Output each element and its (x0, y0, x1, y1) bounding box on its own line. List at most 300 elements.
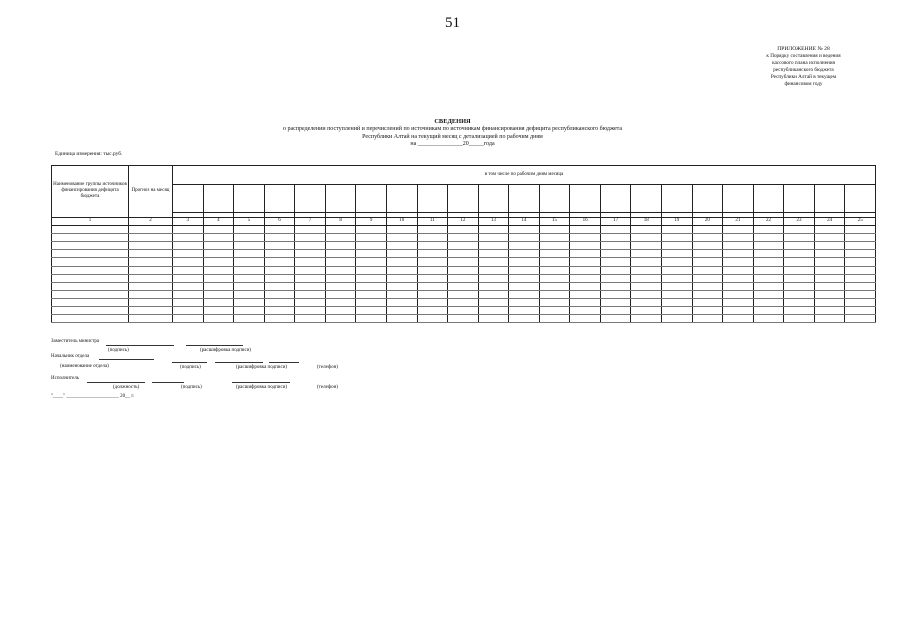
table-cell[interactable] (173, 234, 204, 242)
table-cell[interactable] (845, 274, 876, 282)
table-cell[interactable] (356, 242, 387, 250)
table-cell[interactable] (264, 226, 295, 234)
table-cell[interactable] (478, 282, 509, 290)
table-cell[interactable] (386, 306, 417, 314)
table-cell[interactable] (631, 298, 662, 306)
table-cell[interactable] (129, 314, 173, 322)
date-line[interactable]: "____" _____________________ 20__ г. (51, 394, 135, 399)
table-cell[interactable] (173, 314, 204, 322)
table-cell[interactable] (753, 250, 784, 258)
table-cell[interactable] (234, 274, 265, 282)
table-cell[interactable] (325, 234, 356, 242)
table-cell[interactable] (753, 266, 784, 274)
workday-cell[interactable] (845, 185, 876, 213)
table-cell[interactable] (325, 242, 356, 250)
workday-cell[interactable] (203, 185, 234, 213)
table-cell[interactable] (784, 226, 815, 234)
table-cell[interactable] (814, 226, 845, 234)
table-cell[interactable] (264, 258, 295, 266)
table-cell[interactable] (448, 234, 479, 242)
table-cell[interactable] (203, 314, 234, 322)
workday-cell[interactable] (539, 185, 570, 213)
table-cell[interactable] (784, 306, 815, 314)
table-cell[interactable] (631, 226, 662, 234)
table-cell[interactable] (631, 234, 662, 242)
table-cell[interactable] (356, 282, 387, 290)
table-cell[interactable] (539, 274, 570, 282)
table-cell[interactable] (173, 250, 204, 258)
table-cell[interactable] (234, 242, 265, 250)
table-cell[interactable] (417, 274, 448, 282)
table-cell[interactable] (325, 306, 356, 314)
head-phone-line[interactable] (269, 362, 299, 363)
table-cell[interactable] (325, 274, 356, 282)
table-cell[interactable] (448, 266, 479, 274)
table-cell[interactable] (723, 298, 754, 306)
table-cell[interactable] (692, 242, 723, 250)
table-cell[interactable] (129, 258, 173, 266)
table-cell[interactable] (662, 234, 693, 242)
table-cell[interactable] (631, 258, 662, 266)
table-cell[interactable] (386, 250, 417, 258)
table-cell[interactable] (509, 258, 540, 266)
table-cell[interactable] (295, 242, 326, 250)
table-cell[interactable] (356, 250, 387, 258)
table-cell[interactable] (692, 266, 723, 274)
executor-signature-line[interactable] (152, 382, 184, 383)
table-cell[interactable] (129, 282, 173, 290)
head-decoding-line[interactable] (215, 362, 263, 363)
table-cell[interactable] (356, 258, 387, 266)
table-cell[interactable] (417, 290, 448, 298)
table-cell[interactable] (723, 314, 754, 322)
table-cell[interactable] (570, 314, 601, 322)
table-cell[interactable] (264, 274, 295, 282)
table-cell[interactable] (356, 226, 387, 234)
table-cell[interactable] (509, 250, 540, 258)
table-cell[interactable] (234, 226, 265, 234)
deputy-decoding-line[interactable] (186, 345, 243, 346)
table-cell[interactable] (814, 274, 845, 282)
table-cell[interactable] (753, 258, 784, 266)
workday-cell[interactable] (692, 185, 723, 213)
table-cell[interactable] (264, 250, 295, 258)
table-cell[interactable] (539, 290, 570, 298)
table-cell[interactable] (448, 250, 479, 258)
table-cell[interactable] (539, 242, 570, 250)
table-cell[interactable] (723, 226, 754, 234)
table-cell[interactable] (173, 266, 204, 274)
table-cell[interactable] (753, 314, 784, 322)
table-cell[interactable] (539, 314, 570, 322)
table-cell[interactable] (203, 242, 234, 250)
table-cell[interactable] (692, 282, 723, 290)
table-cell[interactable] (234, 314, 265, 322)
table-cell[interactable] (448, 314, 479, 322)
table-cell[interactable] (662, 282, 693, 290)
table-cell[interactable] (570, 306, 601, 314)
table-cell[interactable] (723, 250, 754, 258)
table-cell[interactable] (845, 290, 876, 298)
table-cell[interactable] (631, 242, 662, 250)
table-cell[interactable] (814, 306, 845, 314)
table-cell[interactable] (417, 282, 448, 290)
table-cell[interactable] (264, 290, 295, 298)
table-cell[interactable] (509, 226, 540, 234)
table-cell[interactable] (129, 250, 173, 258)
table-cell[interactable] (356, 306, 387, 314)
table-cell[interactable] (386, 258, 417, 266)
table-cell[interactable] (814, 298, 845, 306)
table-cell[interactable] (234, 258, 265, 266)
table-cell[interactable] (203, 306, 234, 314)
table-cell[interactable] (845, 298, 876, 306)
table-cell[interactable] (295, 250, 326, 258)
table-cell[interactable] (203, 298, 234, 306)
workday-cell[interactable] (814, 185, 845, 213)
table-cell[interactable] (386, 314, 417, 322)
table-cell[interactable] (814, 258, 845, 266)
table-cell[interactable] (753, 306, 784, 314)
table-cell[interactable] (417, 314, 448, 322)
table-cell[interactable] (417, 250, 448, 258)
workday-cell[interactable] (723, 185, 754, 213)
table-cell[interactable] (600, 242, 631, 250)
table-cell[interactable] (723, 266, 754, 274)
table-cell[interactable] (600, 226, 631, 234)
table-cell[interactable] (662, 314, 693, 322)
table-cell[interactable] (631, 282, 662, 290)
table-cell[interactable] (784, 250, 815, 258)
table-cell[interactable] (325, 290, 356, 298)
workday-cell[interactable] (234, 185, 265, 213)
table-cell[interactable] (478, 250, 509, 258)
table-cell[interactable] (52, 242, 129, 250)
table-cell[interactable] (295, 290, 326, 298)
table-cell[interactable] (570, 266, 601, 274)
table-cell[interactable] (692, 234, 723, 242)
table-cell[interactable] (325, 258, 356, 266)
table-cell[interactable] (129, 226, 173, 234)
table-cell[interactable] (723, 290, 754, 298)
table-cell[interactable] (662, 226, 693, 234)
table-cell[interactable] (662, 242, 693, 250)
table-cell[interactable] (692, 298, 723, 306)
table-cell[interactable] (784, 298, 815, 306)
workday-cell[interactable] (325, 185, 356, 213)
table-cell[interactable] (539, 234, 570, 242)
table-cell[interactable] (295, 298, 326, 306)
table-cell[interactable] (814, 314, 845, 322)
table-cell[interactable] (478, 314, 509, 322)
table-cell[interactable] (845, 306, 876, 314)
table-cell[interactable] (509, 306, 540, 314)
table-cell[interactable] (509, 298, 540, 306)
table-cell[interactable] (386, 282, 417, 290)
table-cell[interactable] (539, 266, 570, 274)
table-cell[interactable] (264, 306, 295, 314)
table-cell[interactable] (448, 290, 479, 298)
table-cell[interactable] (631, 266, 662, 274)
table-cell[interactable] (234, 266, 265, 274)
table-cell[interactable] (845, 258, 876, 266)
table-cell[interactable] (662, 258, 693, 266)
table-cell[interactable] (723, 258, 754, 266)
table-cell[interactable] (325, 250, 356, 258)
table-cell[interactable] (325, 314, 356, 322)
table-cell[interactable] (173, 226, 204, 234)
table-cell[interactable] (692, 258, 723, 266)
table-cell[interactable] (52, 306, 129, 314)
table-cell[interactable] (478, 266, 509, 274)
table-cell[interactable] (784, 282, 815, 290)
table-cell[interactable] (203, 258, 234, 266)
table-cell[interactable] (356, 314, 387, 322)
table-cell[interactable] (417, 258, 448, 266)
table-cell[interactable] (753, 274, 784, 282)
table-cell[interactable] (692, 290, 723, 298)
workday-cell[interactable] (753, 185, 784, 213)
table-cell[interactable] (234, 250, 265, 258)
table-cell[interactable] (52, 282, 129, 290)
table-cell[interactable] (600, 282, 631, 290)
table-cell[interactable] (631, 314, 662, 322)
table-cell[interactable] (600, 266, 631, 274)
table-cell[interactable] (784, 258, 815, 266)
table-cell[interactable] (539, 298, 570, 306)
table-cell[interactable] (173, 282, 204, 290)
table-cell[interactable] (129, 266, 173, 274)
table-cell[interactable] (325, 226, 356, 234)
table-cell[interactable] (784, 290, 815, 298)
table-cell[interactable] (692, 274, 723, 282)
table-cell[interactable] (478, 298, 509, 306)
table-cell[interactable] (539, 282, 570, 290)
table-cell[interactable] (356, 274, 387, 282)
table-cell[interactable] (692, 306, 723, 314)
table-cell[interactable] (417, 306, 448, 314)
table-cell[interactable] (753, 290, 784, 298)
table-cell[interactable] (631, 290, 662, 298)
table-cell[interactable] (295, 266, 326, 274)
table-cell[interactable] (129, 242, 173, 250)
table-cell[interactable] (234, 298, 265, 306)
table-cell[interactable] (509, 290, 540, 298)
table-cell[interactable] (264, 314, 295, 322)
table-cell[interactable] (295, 306, 326, 314)
workday-cell[interactable] (478, 185, 509, 213)
table-cell[interactable] (509, 274, 540, 282)
table-cell[interactable] (600, 250, 631, 258)
department-name-line[interactable] (99, 359, 154, 360)
table-cell[interactable] (753, 226, 784, 234)
table-cell[interactable] (203, 250, 234, 258)
table-cell[interactable] (509, 314, 540, 322)
table-cell[interactable] (600, 314, 631, 322)
table-cell[interactable] (52, 234, 129, 242)
table-cell[interactable] (234, 234, 265, 242)
table-cell[interactable] (173, 290, 204, 298)
table-cell[interactable] (570, 290, 601, 298)
table-cell[interactable] (600, 258, 631, 266)
table-cell[interactable] (356, 234, 387, 242)
table-cell[interactable] (723, 306, 754, 314)
table-cell[interactable] (52, 290, 129, 298)
table-cell[interactable] (814, 290, 845, 298)
table-cell[interactable] (386, 234, 417, 242)
table-cell[interactable] (386, 242, 417, 250)
table-cell[interactable] (478, 234, 509, 242)
table-cell[interactable] (325, 282, 356, 290)
table-cell[interactable] (600, 274, 631, 282)
table-cell[interactable] (845, 314, 876, 322)
executor-position-line[interactable] (87, 382, 145, 383)
table-cell[interactable] (295, 258, 326, 266)
table-cell[interactable] (570, 298, 601, 306)
table-cell[interactable] (203, 234, 234, 242)
executor-decoding-line[interactable] (232, 382, 290, 383)
table-cell[interactable] (814, 250, 845, 258)
table-cell[interactable] (509, 242, 540, 250)
table-cell[interactable] (570, 282, 601, 290)
table-cell[interactable] (631, 274, 662, 282)
table-cell[interactable] (356, 298, 387, 306)
table-cell[interactable] (509, 266, 540, 274)
table-cell[interactable] (356, 290, 387, 298)
table-cell[interactable] (386, 298, 417, 306)
table-cell[interactable] (52, 314, 129, 322)
workday-cell[interactable] (600, 185, 631, 213)
table-cell[interactable] (295, 226, 326, 234)
table-cell[interactable] (173, 274, 204, 282)
table-cell[interactable] (234, 290, 265, 298)
table-cell[interactable] (814, 266, 845, 274)
table-cell[interactable] (662, 266, 693, 274)
table-cell[interactable] (264, 234, 295, 242)
table-cell[interactable] (173, 306, 204, 314)
table-cell[interactable] (600, 298, 631, 306)
table-cell[interactable] (448, 306, 479, 314)
table-cell[interactable] (723, 234, 754, 242)
table-cell[interactable] (386, 266, 417, 274)
table-cell[interactable] (692, 226, 723, 234)
table-cell[interactable] (386, 226, 417, 234)
table-cell[interactable] (723, 242, 754, 250)
table-cell[interactable] (845, 226, 876, 234)
table-cell[interactable] (325, 266, 356, 274)
table-cell[interactable] (570, 242, 601, 250)
table-cell[interactable] (448, 282, 479, 290)
table-cell[interactable] (539, 258, 570, 266)
table-cell[interactable] (448, 298, 479, 306)
table-cell[interactable] (52, 274, 129, 282)
table-cell[interactable] (417, 242, 448, 250)
table-cell[interactable] (264, 282, 295, 290)
table-cell[interactable] (600, 306, 631, 314)
table-cell[interactable] (478, 306, 509, 314)
table-cell[interactable] (600, 234, 631, 242)
deputy-signature-line[interactable] (106, 345, 174, 346)
table-cell[interactable] (845, 282, 876, 290)
table-cell[interactable] (295, 274, 326, 282)
table-cell[interactable] (52, 266, 129, 274)
table-cell[interactable] (539, 250, 570, 258)
table-cell[interactable] (784, 266, 815, 274)
table-cell[interactable] (417, 298, 448, 306)
table-cell[interactable] (662, 290, 693, 298)
table-cell[interactable] (417, 226, 448, 234)
table-cell[interactable] (448, 258, 479, 266)
table-cell[interactable] (295, 282, 326, 290)
table-cell[interactable] (570, 274, 601, 282)
table-cell[interactable] (784, 242, 815, 250)
table-cell[interactable] (448, 274, 479, 282)
table-cell[interactable] (203, 290, 234, 298)
table-cell[interactable] (129, 306, 173, 314)
table-cell[interactable] (129, 234, 173, 242)
workday-cell[interactable] (631, 185, 662, 213)
table-cell[interactable] (600, 290, 631, 298)
table-cell[interactable] (52, 250, 129, 258)
table-cell[interactable] (203, 226, 234, 234)
table-cell[interactable] (753, 298, 784, 306)
table-cell[interactable] (570, 226, 601, 234)
table-cell[interactable] (570, 234, 601, 242)
table-cell[interactable] (662, 298, 693, 306)
table-cell[interactable] (814, 242, 845, 250)
workday-cell[interactable] (356, 185, 387, 213)
table-cell[interactable] (845, 266, 876, 274)
workday-cell[interactable] (448, 185, 479, 213)
workday-cell[interactable] (784, 185, 815, 213)
table-cell[interactable] (814, 234, 845, 242)
table-cell[interactable] (52, 226, 129, 234)
table-cell[interactable] (692, 250, 723, 258)
table-cell[interactable] (753, 282, 784, 290)
table-cell[interactable] (356, 266, 387, 274)
table-cell[interactable] (417, 266, 448, 274)
workday-cell[interactable] (509, 185, 540, 213)
table-cell[interactable] (448, 242, 479, 250)
table-cell[interactable] (52, 298, 129, 306)
table-cell[interactable] (539, 226, 570, 234)
table-cell[interactable] (845, 234, 876, 242)
table-cell[interactable] (203, 282, 234, 290)
table-cell[interactable] (784, 234, 815, 242)
table-cell[interactable] (753, 234, 784, 242)
table-cell[interactable] (264, 266, 295, 274)
table-cell[interactable] (539, 306, 570, 314)
table-cell[interactable] (753, 242, 784, 250)
table-cell[interactable] (784, 274, 815, 282)
table-cell[interactable] (662, 306, 693, 314)
table-cell[interactable] (203, 266, 234, 274)
table-cell[interactable] (325, 298, 356, 306)
head-signature-line[interactable] (172, 362, 207, 363)
table-cell[interactable] (662, 250, 693, 258)
table-cell[interactable] (509, 234, 540, 242)
workday-cell[interactable] (570, 185, 601, 213)
table-cell[interactable] (478, 242, 509, 250)
table-cell[interactable] (295, 234, 326, 242)
workday-cell[interactable] (417, 185, 448, 213)
table-cell[interactable] (264, 298, 295, 306)
table-cell[interactable] (234, 306, 265, 314)
table-cell[interactable] (478, 290, 509, 298)
table-cell[interactable] (692, 314, 723, 322)
table-cell[interactable] (631, 306, 662, 314)
table-cell[interactable] (845, 242, 876, 250)
